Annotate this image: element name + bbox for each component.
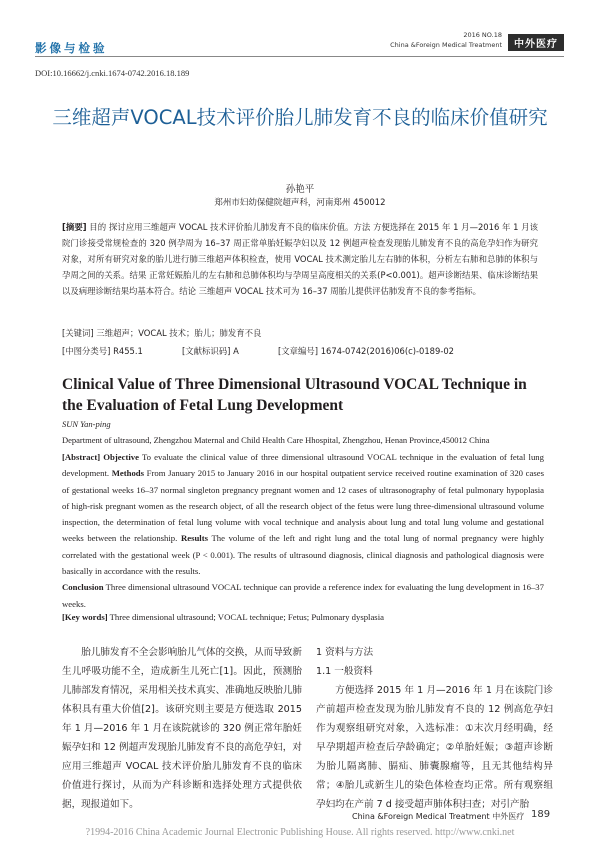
abstract-zh (62, 219, 538, 299)
doi: DOI:10.16662/j.cnki.1674-0742.2016.18.189 (35, 68, 190, 78)
author-en: SUN Yan-ping (62, 419, 111, 429)
journal-logo: 中外医疗 (508, 34, 564, 51)
header-divider (35, 56, 564, 57)
copyright-line: ?1994-2016 China Academic Journal Electronic Publishing House. All rights reserved. http://www.cnki.net (85, 827, 515, 838)
methods-label: Methods (111, 468, 145, 479)
affiliation-zh: 郑州市妇幼保健院超声科，河南郑州 450012 (214, 198, 386, 208)
affiliation-en: Department of ultrasound, Zhengzhou Maternal and Child Health Care Hhospital, Zhengzhou, Henan Province,450012 China (62, 435, 490, 445)
issue-line: 2016 NO.18 (463, 31, 502, 39)
title-zh: 三维超声VOCAL技术评价胎儿肺发育不良的临床价值研究 (52, 106, 548, 129)
keywords-zh: [关键词] 三维超声；VOCAL 技术；胎儿；肺发育不良 (62, 328, 262, 338)
conclusion-label: Conclusion (62, 582, 104, 593)
keywords-en (62, 612, 384, 622)
abstract-zh-label: [摘要] (62, 222, 87, 232)
abstract-zh-text: 目的 探讨应用三维超声 VOCAL 技术评价胎儿肺发育不良的临床价值。方法 方便选择在 2015 年 1 月—2016 年 1 月该院门诊接受常规检查的 320 例孕周为 16–37 周正常单胎妊娠孕妇以及 12 例超声检查发现胎儿肺发育不良的高危孕妇作为研究对象，对所有研究对象的胎儿进行肺三维超声体积检查，使用 VOCAL 技术测定胎儿左右肺的体积，分析左右肺和总肺的体积与孕周之间的关系。结果 正常妊娠胎儿的左右肺和总肺体积均与孕周呈高度相关的关系(P<0.001)。超声诊断结果、临床诊断结果以及病理诊断结果均基本符合。结论 三维超声 VOCAL 技术可为 16–37 周胎儿提供评估肺发育不良的参考指标。 (62, 222, 538, 296)
doc-code: [文献标识码] A (182, 346, 239, 356)
article-number: [文章编号] 1674-0742(2016)06(c)-0189-02 (278, 346, 455, 356)
body-left-column (62, 643, 302, 814)
methods-paragraph: 方便选择 2015 年 1 月—2016 年 1 月在该院门诊产前超声检查发现为胎儿肺发育不良的 12 例高危孕妇作为观察组研究对象，入选标准：①末次月经明确，经早孕期超声检查后孕龄确定；②单胎妊娠；③超声诊断为胎儿隔离肺、膈疝、肺囊腺瘤等，且无其他结构异常；④胎儿或新生儿的染色体检查均正常。所有观察组孕妇均在产前 7 d 接受超声肺体积扫查；对引产胎 (316, 685, 553, 810)
journal-info (390, 30, 502, 50)
objective-label: Objective (103, 452, 139, 462)
clc-code: [中图分类号] R455.1 (62, 346, 143, 356)
abstract-en-label: [Abstract] (62, 452, 101, 462)
results-label: Results (180, 533, 208, 544)
footer-journal: China &Foreign Medical Treatment 中外医疗 (352, 812, 525, 821)
section-heading-1-1: 1.1 一般资料 (316, 666, 373, 677)
journal-line: China &Foreign Medical Treatment (390, 41, 502, 49)
results-text: The volume of the left and right lung and the total lung of normal pregnancy were highly correlated with the gestational week (P < 0.001). The results of ultrasound diagnosis, clinical diagnosis and pathological diagnosis were basically in accordance with the results. (62, 533, 544, 577)
conclusion-text: Three dimensional ultrasound VOCAL technique can provide a reference index for evaluating the lung development in 16–37 weeks. (62, 582, 544, 609)
author-zh: 孙艳平 (285, 184, 315, 195)
section-tag: 影像与检验 (35, 41, 108, 55)
page-number: 189 (531, 809, 551, 820)
body-right-column (316, 643, 553, 814)
methods-text: From January 2015 to January 2016 in our hospital outpatient service received routine examination of 320 cases of gestational weeks 16–37 normal singleton pregnancy pregnant women and 12 cases of ultrasonography of fetal pulmonary hypoplasia of high-risk pregnant women as the research object, of all the research object of the fetus were lung three-dimensional ultrasound volume inspection, the determination of fetal lung volume with vocal technique and analysis about lung and total lung volume and gestational weeks between the relationship. (62, 468, 544, 544)
intro-paragraph: 胎儿肺发育不全会影响胎儿气体的交换，从而导致新生儿呼吸功能不全，造成新生儿死亡[1]。因此，预测胎儿肺部发育情况，采用相关技术真实、准确地反映胎儿肺体积具有重大价值[2]。该研究则主要是方便选取 2015 年 1 月—2016 年 1 月在该院就诊的 320 例正常年胎妊娠孕妇和 12 例超声发现胎儿肺发育不良的高危孕妇，对应用三维超声 VOCAL 技术评价胎儿肺发育不良的临床价值进行探讨，从而为产科诊断和选择处理方式提供依据，现报道如下。 (62, 647, 302, 810)
title-en: Clinical Value of Three Dimensional Ultrasound VOCAL Technique in the Evaluation of Fetal Lung Development (62, 376, 527, 414)
keywords-en-label: [Key words] (62, 612, 108, 622)
objective-text: To evaluate the clinical value of three dimensional ultrasound VOCAL technique in the evaluation of fetal lung development. (62, 452, 544, 479)
abstract-en (62, 449, 544, 612)
section-heading-1: 1 资料与方法 (316, 647, 374, 658)
keywords-en-text: Three dimensional ultrasound; VOCAL technique; Fetus; Pulmonary dysplasia (107, 612, 384, 622)
